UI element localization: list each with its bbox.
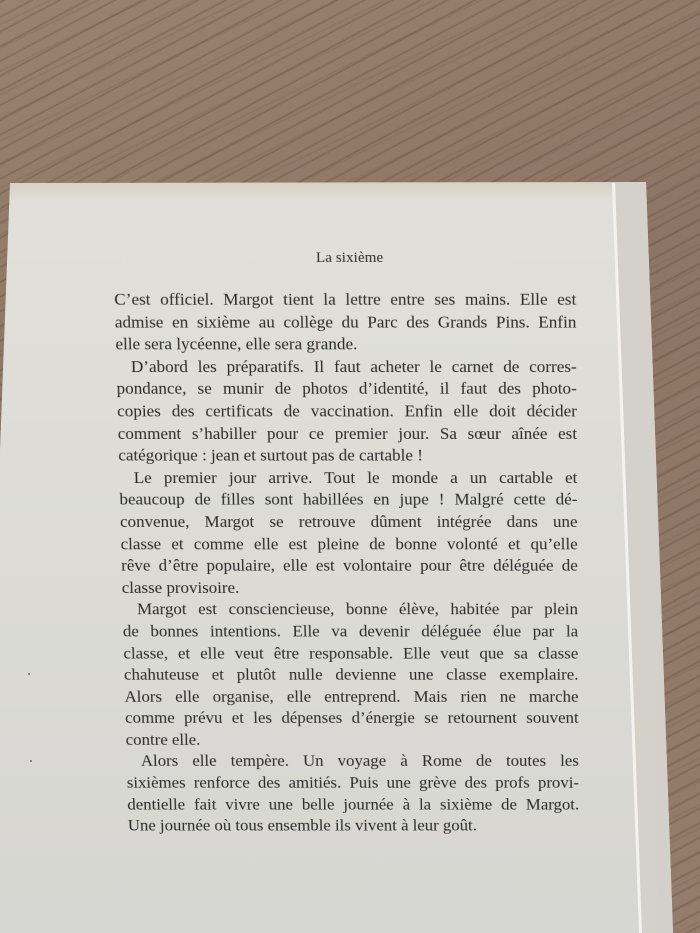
text-line: contre elle. — [125, 730, 201, 749]
text-line: C’est officiel. Margot tient la lettre entre ses mains. Elle est — [114, 289, 577, 309]
text-line: admise en sixième au collège du Parc des Grands Pins. Enfin — [114, 312, 577, 332]
text-line: classe, et elle veut être responsable. Elle veut que sa classe — [123, 643, 579, 662]
text-line: dentielle fait vivre une belle journée à la sixième de Margot. — [127, 794, 580, 814]
text-line: Alors elle organise, elle entreprend. Mais rien ne marche — [124, 687, 579, 706]
text-line: chahuteuse et plutôt nulle devienne une classe exemplaire. — [123, 665, 579, 684]
text-line: convenue, Margot se retrouve dûment intégrée dans une — [119, 512, 578, 531]
text-line: pondance, se munir de photos d’identité, il faut des photo- — [116, 379, 577, 399]
paper-speck — [30, 760, 32, 762]
text-line: Une journée où tous ensemble ils vivent à leur goût. — [127, 816, 477, 835]
text-line: D’abord les préparatifs. Il faut acheter le carnet de corres- — [130, 357, 577, 376]
chapter-title: La sixième — [315, 250, 384, 266]
text-line: classe provisoire. — [121, 578, 240, 597]
text-line: Margot est consciencieuse, bonne élève, habitée par plein — [136, 600, 579, 619]
text-line: catégorique : jean et surtout pas de cartable ! — [118, 445, 423, 465]
paragraph-4 — [122, 599, 579, 751]
paper-speck — [28, 673, 30, 675]
paragraph-1 — [114, 289, 577, 356]
text-line: sixièmes renforce des amitiés. Puis une grève des profs provi- — [126, 773, 580, 792]
text-line: elle sera lycéenne, elle sera grande. — [115, 334, 358, 354]
text-line: beaucoup de filles sont habillées en jupe ! Malgré cette dé- — [119, 490, 578, 509]
text-line: comment s’habiller pour ce premier jour. Sa sœur aînée est — [117, 423, 578, 443]
text-line: copies des certificats de vaccination. Enfin elle doit décider — [116, 401, 577, 421]
paragraph-5 — [126, 751, 579, 837]
text-line: rêve d’être populaire, elle est volontaire pour être déléguée de — [120, 556, 578, 575]
paragraph-3 — [119, 467, 578, 599]
paragraph-2 — [116, 356, 577, 467]
text-line: Alors elle tempère. Un voyage à Rome de toutes les — [140, 751, 579, 771]
text-line: Le premier jour arrive. Tout le monde a un cartable et — [133, 468, 578, 487]
text-line: classe et comme elle est pleine de bonne volonté et qu’elle — [120, 534, 578, 553]
book-text-block — [113, 250, 579, 837]
text-line: de bonnes intentions. Elle va devenir déléguée élue par la — [122, 621, 579, 641]
text-line: comme prévu et les dépenses d’énergie se retournent souvent — [124, 708, 579, 727]
cover-top-shading — [8, 182, 648, 202]
